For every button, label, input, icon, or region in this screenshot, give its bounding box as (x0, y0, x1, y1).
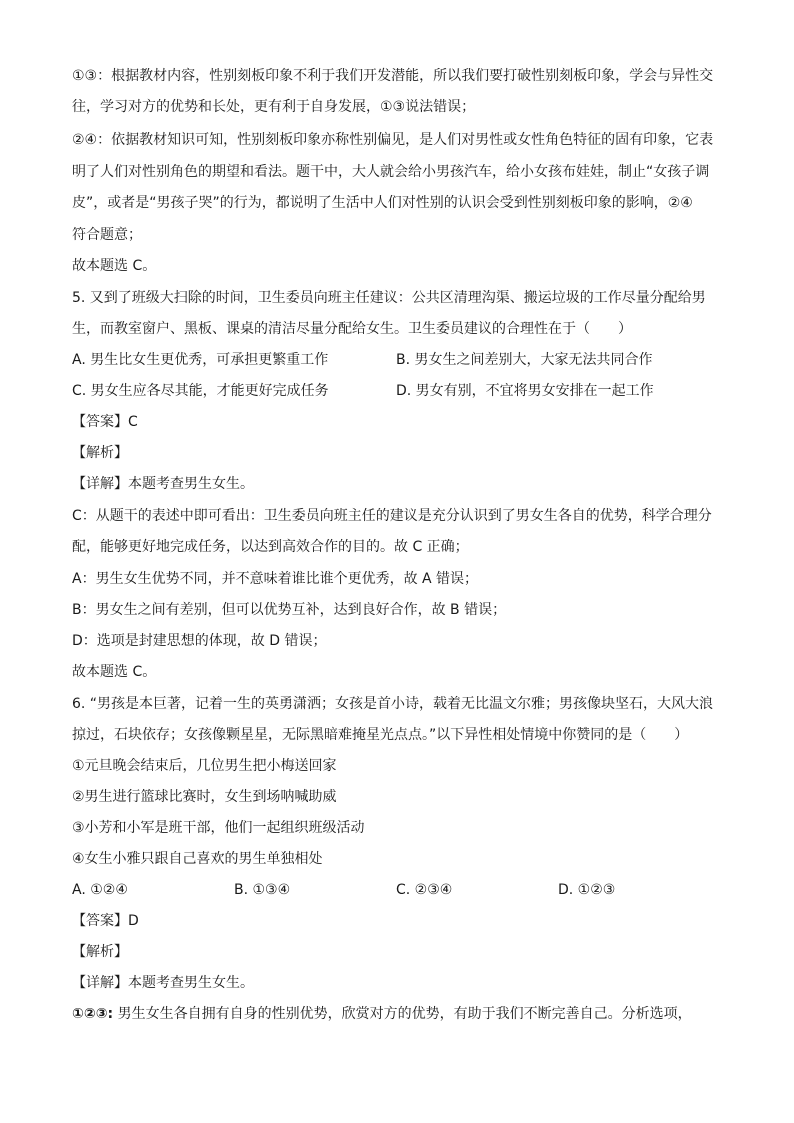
question-6-option-d: D. ①②③ (558, 882, 616, 898)
detail-line: 【详解】本题考查男生女生。 (72, 975, 254, 991)
paragraph-line: 符合题意； (72, 227, 142, 243)
explanation-text: 男生女生各自拥有自身的性别优势，欣赏对方的优势，有助于我们不断完善自己。分析选项， (113, 1006, 692, 1022)
statement-1: ①元旦晚会结束后，几位男生把小梅送回家 (72, 758, 337, 774)
question-5-option-b: B. 男女生之间差别大，大家无法共同合作 (396, 352, 653, 368)
answer-label: 【答案】D (72, 913, 139, 929)
statement-4: ④女生小雅只跟自己喜欢的男生单独相处 (72, 851, 323, 867)
conclusion-line: 故本题选 C。 (72, 258, 157, 274)
paragraph-line: ①③：根据教材内容，性别刻板印象不利于我们开发潜能，所以我们要打破性别刻板印象，学会与异性交 (72, 68, 714, 84)
statement-3: ③小芳和小军是班干部，他们一起组织班级活动 (72, 820, 365, 836)
explanation-prefix: ①②③: (72, 1006, 114, 1022)
statement-2: ②男生进行篮球比赛时，女生到场呐喊助威 (72, 789, 337, 805)
analysis-label: 【解析】 (72, 445, 128, 461)
explanation-line: A：男生女生优势不同，并不意味着谁比谁个更优秀，故 A 错误； (72, 571, 479, 587)
question-6-option-a: A. ①②④ (72, 882, 128, 898)
question-6-stem: 6. “男孩是本巨著，记着一生的英勇潇洒；女孩是首小诗，载着无比温文尔雅；男孩像块坚石，大风大浪 (72, 696, 714, 712)
question-6-option-b: B. ①③④ (234, 882, 291, 898)
conclusion-line: 故本题选 C。 (72, 664, 157, 680)
analysis-label: 【解析】 (72, 944, 128, 960)
question-6-option-c: C. ②③④ (396, 882, 453, 898)
question-5-stem: 5. 又到了班级大扫除的时间，卫生委员向班主任建议：公共区清理沟渠、搬运垃圾的工作尽量分配给男 (72, 290, 706, 306)
paragraph-line: 明了人们对性别角色的期望和看法。题干中，大人就会给小男孩汽车，给小女孩布娃娃，制止“女孩子调 (72, 164, 710, 180)
question-5-option-c: C. 男女生应各尽其能，才能更好完成任务 (72, 383, 329, 399)
question-6-stem: 掠过，石块依存；女孩像颗星星，无际黑暗难掩星光点点。”以下异性相处情境中你赞同的是（ ） (72, 727, 689, 743)
paragraph-line: 皮”，或者是“男孩子哭”的行为，都说明了生活中人们对性别的认识会受到性别刻板印象的影响，②④ (72, 195, 693, 211)
question-5-stem: 生，而教室窗户、黑板、课桌的清洁尽量分配给女生。卫生委员建议的合理性在于（ ） (72, 321, 632, 337)
detail-line: 【详解】本题考查男生女生。 (72, 476, 254, 492)
explanation-line: B：男女生之间有差别，但可以优势互补，达到良好合作，故 B 错误； (72, 602, 507, 618)
answer-label: 【答案】C (72, 414, 138, 430)
explanation-line: 配，能够更好地完成任务，以达到高效合作的目的。故 C 正确； (72, 539, 469, 555)
question-5-option-a: A. 男生比女生更优秀，可承担更繁重工作 (72, 352, 329, 368)
explanation-line: C：从题干的表述中即可看出：卫生委员向班主任的建议是充分认识到了男女生各自的优势，科学合理分 (72, 508, 712, 524)
question-5-option-d: D. 男女有别，不宜将男女安排在一起工作 (396, 383, 654, 399)
paragraph-line: ②④：依据教材知识可知，性别刻板印象亦称性别偏见，是人们对男性或女性角色特征的固有印象，它表 (72, 132, 714, 148)
paragraph-line: 往，学习对方的优势和长处，更有利于自身发展，①③说法错误； (72, 99, 476, 115)
explanation-line (72, 1004, 722, 1024)
explanation-line: D：选项是封建思想的体现，故 D 错误； (72, 633, 327, 649)
